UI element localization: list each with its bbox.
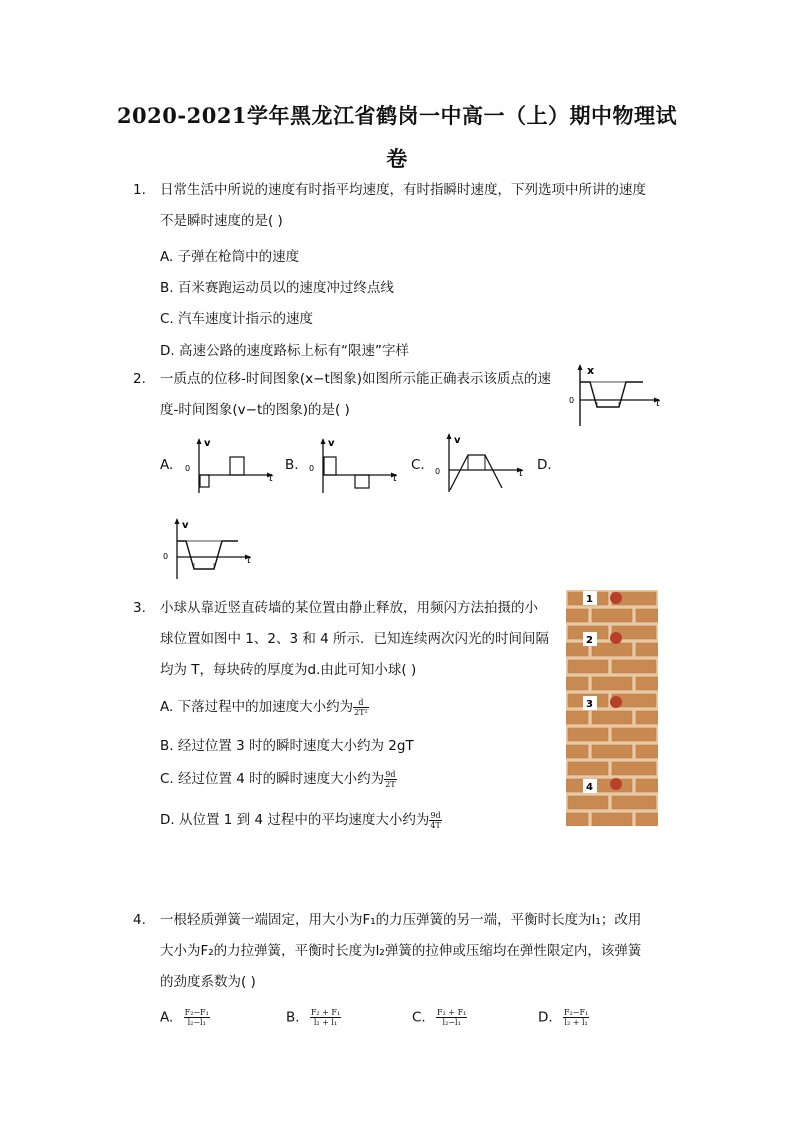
q4-stem-line1: 一根轻质弹簧一端固定，用大小为F₁的力压弹簧的另一端，平衡时长度为l₁；改用 bbox=[160, 912, 642, 928]
q4-option-c bbox=[412, 1008, 467, 1027]
q3-c-denominator: 2T bbox=[385, 779, 396, 789]
q1-stem-line1: 日常生活中所说的速度有时指平均速度，有时指瞬时速度，下列选项中所讲的速度 bbox=[160, 182, 646, 198]
exam-title-line1: 2020-2021学年黑龙江省鹤岗一中高一（上）期中物理试 bbox=[116, 103, 678, 128]
q3-option-a-text: A. 下落过程中的加速度大小约为 bbox=[160, 699, 354, 715]
q3-d-numerator: 9d bbox=[430, 810, 441, 820]
q3-a-denominator: 2T² bbox=[354, 707, 368, 717]
q2-xt-graph bbox=[565, 362, 665, 430]
q4-c-denominator: l₂−l₁ bbox=[442, 1018, 461, 1027]
q3-a-numerator: d bbox=[353, 698, 369, 708]
q1-option-c: C. 汽车速度计指示的速度 bbox=[160, 311, 314, 327]
q4-stem-line2: 大小为F₂的力拉弹簧，平衡时长度为l₂弹簧的拉伸或压缩均在弹性限定内，该弹簧 bbox=[160, 943, 642, 959]
exam-title-line2: 卷 bbox=[386, 146, 408, 171]
q2-d-axis-t-label: t bbox=[247, 555, 251, 566]
q2-xt-origin: 0 bbox=[569, 396, 575, 405]
q4-option-b-fraction bbox=[310, 1008, 341, 1027]
q3-d-denominator: 4T bbox=[430, 820, 441, 830]
q3-option-d bbox=[160, 808, 442, 830]
q2-a-axis-v-label: v bbox=[204, 438, 211, 449]
q2-option-c-graph bbox=[430, 430, 530, 498]
q1-option-a: A. 子弹在枪筒中的速度 bbox=[160, 249, 300, 265]
q3-c-numerator: 9d bbox=[385, 769, 396, 779]
q2-b-axis-v-label: v bbox=[328, 438, 335, 449]
q4-number: 4. bbox=[133, 912, 146, 928]
q4-stem-line3: 的劲度系数为( ) bbox=[160, 974, 256, 990]
q2-c-origin: 0 bbox=[435, 467, 441, 476]
q3-stem-line3: 均为 T，每块砖的厚度为d.由此可知小球( ) bbox=[160, 662, 417, 678]
q4-option-d-label: D. bbox=[538, 1009, 553, 1026]
q2-number: 2. bbox=[133, 371, 146, 387]
q1-option-d: D. 高速公路的速度路标上标有“限速”字样 bbox=[160, 343, 409, 359]
q2-option-a-graph bbox=[180, 435, 280, 497]
position-3-label: 3 bbox=[586, 699, 593, 710]
q2-option-b-graph bbox=[304, 435, 404, 497]
q2-option-b-label: B. bbox=[285, 457, 299, 473]
q2-b-origin: 0 bbox=[309, 464, 315, 473]
q4-option-b bbox=[286, 1008, 341, 1027]
q4-option-d bbox=[538, 1008, 589, 1027]
q4-b-numerator: F₂ + F₁ bbox=[310, 1008, 341, 1017]
q4-c-numerator: F₂ + F₁ bbox=[437, 1008, 467, 1017]
q1-stem-line2: 不是瞬时速度的是( ) bbox=[160, 213, 283, 229]
q2-a-axis-t-label: t bbox=[269, 473, 273, 484]
q3-option-b: B. 经过位置 3 时的瞬时速度大小约为 2gT bbox=[160, 738, 414, 754]
q4-option-a-fraction bbox=[184, 1008, 210, 1027]
position-1-label: 1 bbox=[586, 594, 593, 605]
q2-option-c-label: C. bbox=[411, 457, 425, 473]
q3-stem-line2: 球位置如图中 1、2、3 和 4 所示．已知连续两次闪光的时间间隔 bbox=[160, 631, 550, 647]
brick-wall-photo bbox=[566, 590, 658, 826]
q4-option-a-label: A. bbox=[160, 1009, 174, 1026]
q3-option-a bbox=[160, 695, 369, 717]
q2-d-origin: 0 bbox=[163, 552, 169, 561]
q3-option-d-fraction bbox=[429, 811, 441, 830]
q3-option-c-fraction bbox=[384, 770, 396, 789]
q4-d-denominator: l₂ + l₁ bbox=[564, 1018, 588, 1027]
q3-stem-line1: 小球从靠近竖直砖墙的某位置由静止释放，用频闪方法拍摄的小 bbox=[160, 600, 538, 616]
q4-b-denominator: l₂ + l₁ bbox=[313, 1018, 338, 1027]
q2-option-d-label: D. bbox=[537, 457, 552, 473]
q2-xt-axis-x-label: x bbox=[587, 364, 595, 377]
q3-option-d-text: D. 从位置 1 到 4 过程中的平均速度大小约为 bbox=[160, 812, 430, 828]
q2-a-origin: 0 bbox=[185, 464, 191, 473]
q2-option-d-graph bbox=[158, 515, 258, 583]
q2-stem-line1: 一质点的位移-时间图象(x−t图象)如图所示能正确表示该质点的速 bbox=[160, 371, 551, 387]
q4-option-c-label: C. bbox=[412, 1009, 426, 1026]
q4-option-d-fraction bbox=[563, 1008, 589, 1027]
q3-number: 3. bbox=[133, 600, 146, 616]
q4-a-denominator: l₂−l₁ bbox=[187, 1018, 206, 1027]
q2-b-axis-t-label: t bbox=[393, 473, 397, 484]
q3-option-c bbox=[160, 767, 397, 789]
q4-option-b-label: B. bbox=[286, 1009, 300, 1026]
position-2-label: 2 bbox=[586, 635, 593, 646]
q4-option-c-fraction bbox=[436, 1008, 467, 1027]
position-4-label: 4 bbox=[586, 782, 593, 793]
q2-stem-line2: 度-时间图象(v−t的图象)的是( ) bbox=[160, 402, 350, 418]
q2-c-axis-v-label: v bbox=[454, 435, 461, 446]
q2-xt-axis-t-label: t bbox=[656, 398, 660, 409]
q4-option-a bbox=[160, 1008, 210, 1027]
q3-option-c-text: C. 经过位置 4 时的瞬时速度大小约为 bbox=[160, 771, 385, 787]
q2-c-axis-t-label: t bbox=[519, 468, 523, 479]
q4-a-numerator: F₂−F₁ bbox=[184, 1008, 209, 1017]
q2-d-axis-v-label: v bbox=[182, 520, 189, 531]
q2-option-a-label: A. bbox=[160, 457, 174, 473]
q4-d-numerator: F₂−F₁ bbox=[563, 1008, 589, 1017]
q1-number: 1. bbox=[133, 182, 146, 198]
q1-option-b: B. 百米赛跑运动员以的速度冲过终点线 bbox=[160, 280, 394, 296]
q3-option-a-fraction bbox=[353, 698, 369, 717]
